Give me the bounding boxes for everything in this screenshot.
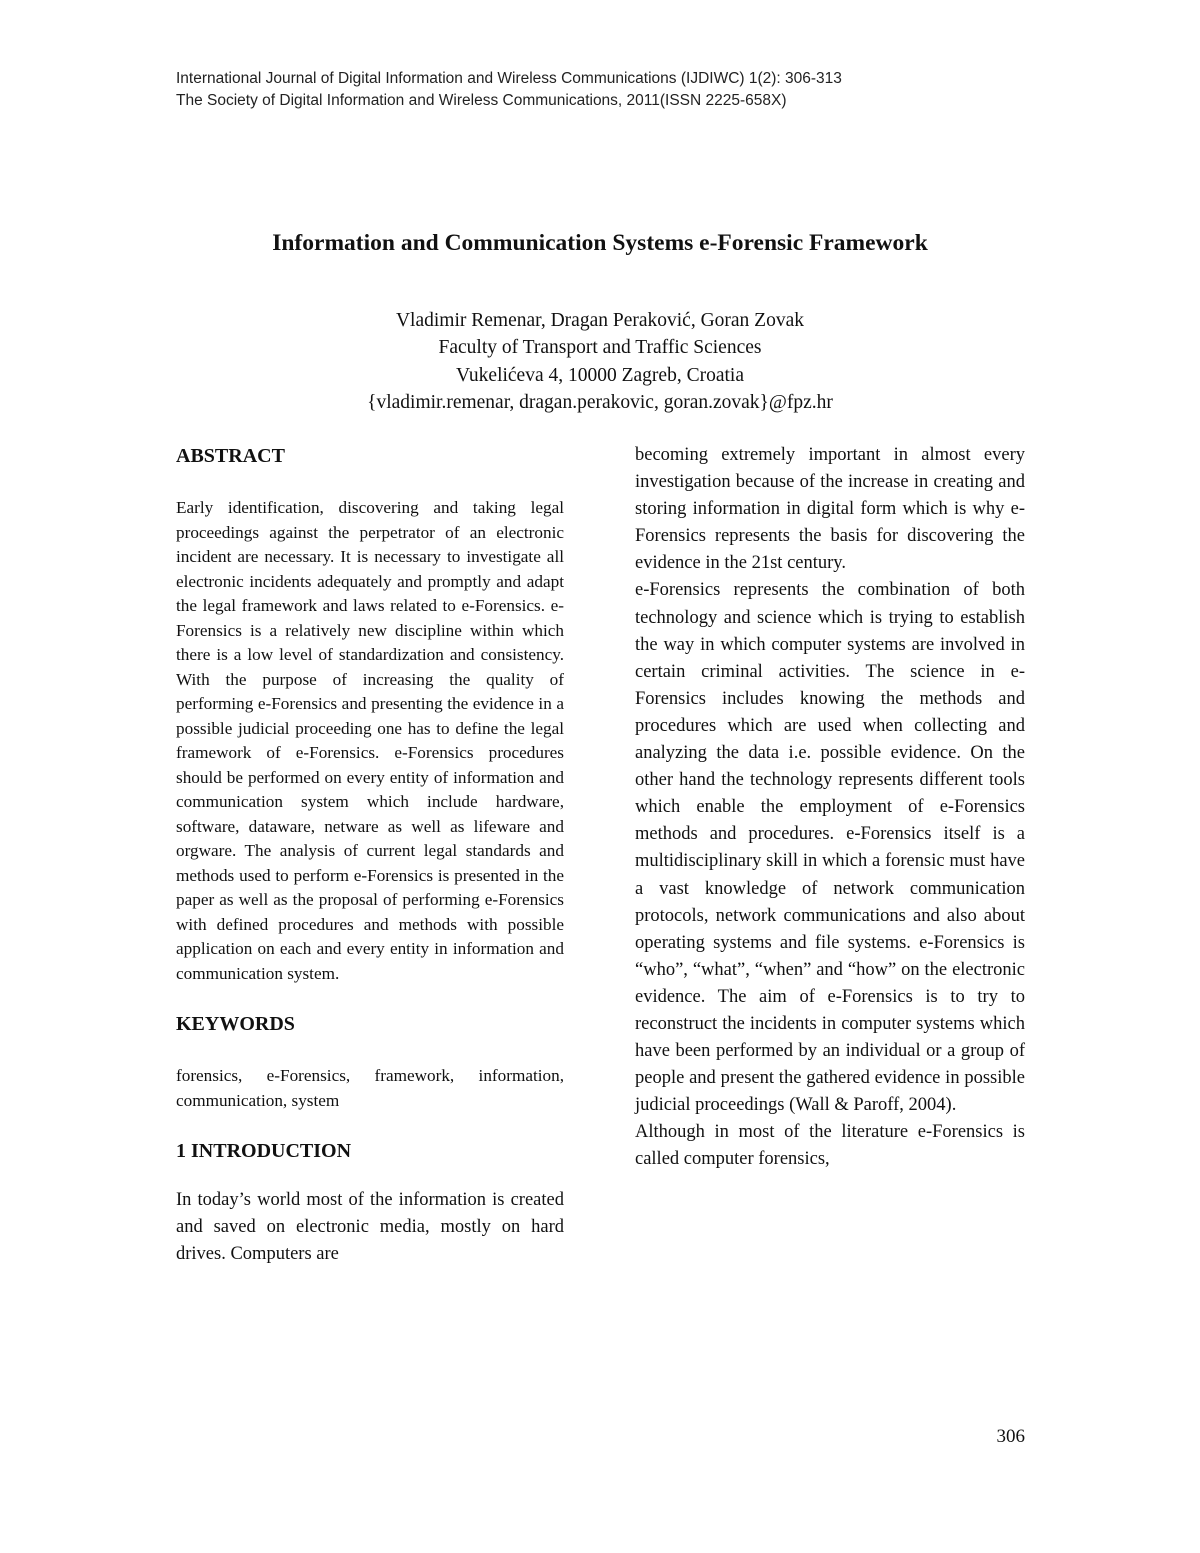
right-column xyxy=(635,442,1025,1174)
journal-header-line-1: International Journal of Digital Information and Wireless Communications (IJDIWC) 1(2): 306-313 xyxy=(176,70,842,87)
page-number: 306 xyxy=(996,1426,1025,1447)
body-paragraph: becoming extremely important in almost every investigation because of the increase in creating and storing information in digital form which is why e-Forensics represents the basis for discovering the evidence in the 21st century. xyxy=(635,445,1025,574)
body-paragraph: e-Forensics represents the combination of both technology and science which is trying to establish the way in which computer systems are involved in certain criminal activities. The science in e-Forensics includes knowing the methods and procedures which are used when collecting and analyzing the data i.e. possible evidence. On the other hand the technology represents different tools which enable the employment of e-Forensics methods and procedures. e-Forensics itself is a multidisciplinary skill in which a forensic must have a vast knowledge of network communication protocols, network communications and also about operating systems and file systems. e-Forensics is “who”, “what”, “when” and “how” on the electronic evidence. The aim of e-Forensics is to try to reconstruct the incidents in computer systems which have been performed by an individual or a group of people and present the gathered evidence in possible judicial proceedings (Wall & Paroff, 2004). xyxy=(635,580,1025,1116)
paper-title: Information and Communication Systems e-Forensic Framework xyxy=(272,230,928,256)
introduction-paragraph: In today’s world most of the information is created and saved on electronic media, mostly on hard drives. Computers are xyxy=(176,1190,564,1265)
author-affiliation: Faculty of Transport and Traffic Sciences xyxy=(438,337,762,359)
journal-header-line-2: The Society of Digital Information and Wireless Communications, 2011(ISSN 2225-658X) xyxy=(176,92,787,109)
journal-header xyxy=(176,68,1076,112)
abstract-text: Early identification, discovering and taking legal proceedings against the perpetrator of an electronic incident are necessary. It is necessary to investigate all electronic incidents adequately and promptly and adapt the legal framework and laws related to e-Forensics. e-Forensics is a relatively new discipline within which there is a low level of standardization and consistency. With the purpose of increasing the quality of performing e-Forensics and presenting the evidence in a possible judicial proceeding one has to define the legal framework of e-Forensics. e-Forensics procedures should be performed on every entity of information and communication system which include hardware, software, dataware, netware as well as lifeware and orgware. The analysis of current legal standards and methods used to perform e-Forensics is presented in the paper as well as the proposal of performing e-Forensics with defined procedures and methods with possible application on each and every entity in information and communication system. xyxy=(176,498,564,983)
author-names: Vladimir Remenar, Dragan Peraković, Goran Zovak xyxy=(395,310,805,331)
keywords-text: forensics, e-Forensics, framework, information, communication, system xyxy=(176,1066,564,1110)
keywords-heading: KEYWORDS xyxy=(176,1013,295,1035)
author-address: Vukelićeva 4, 10000 Zagreb, Croatia xyxy=(456,364,744,386)
body-paragraph: Although in most of the literature e-Forensics is called computer forensics, xyxy=(635,1122,1025,1170)
introduction-heading: 1 INTRODUCTION xyxy=(176,1140,352,1162)
author-block xyxy=(0,307,1200,416)
abstract-heading: ABSTRACT xyxy=(176,445,285,467)
left-column xyxy=(176,442,564,1268)
author-emails: {vladimir.remenar, dragan.perakovic, goran.zovak}@fpz.hr xyxy=(367,391,833,413)
